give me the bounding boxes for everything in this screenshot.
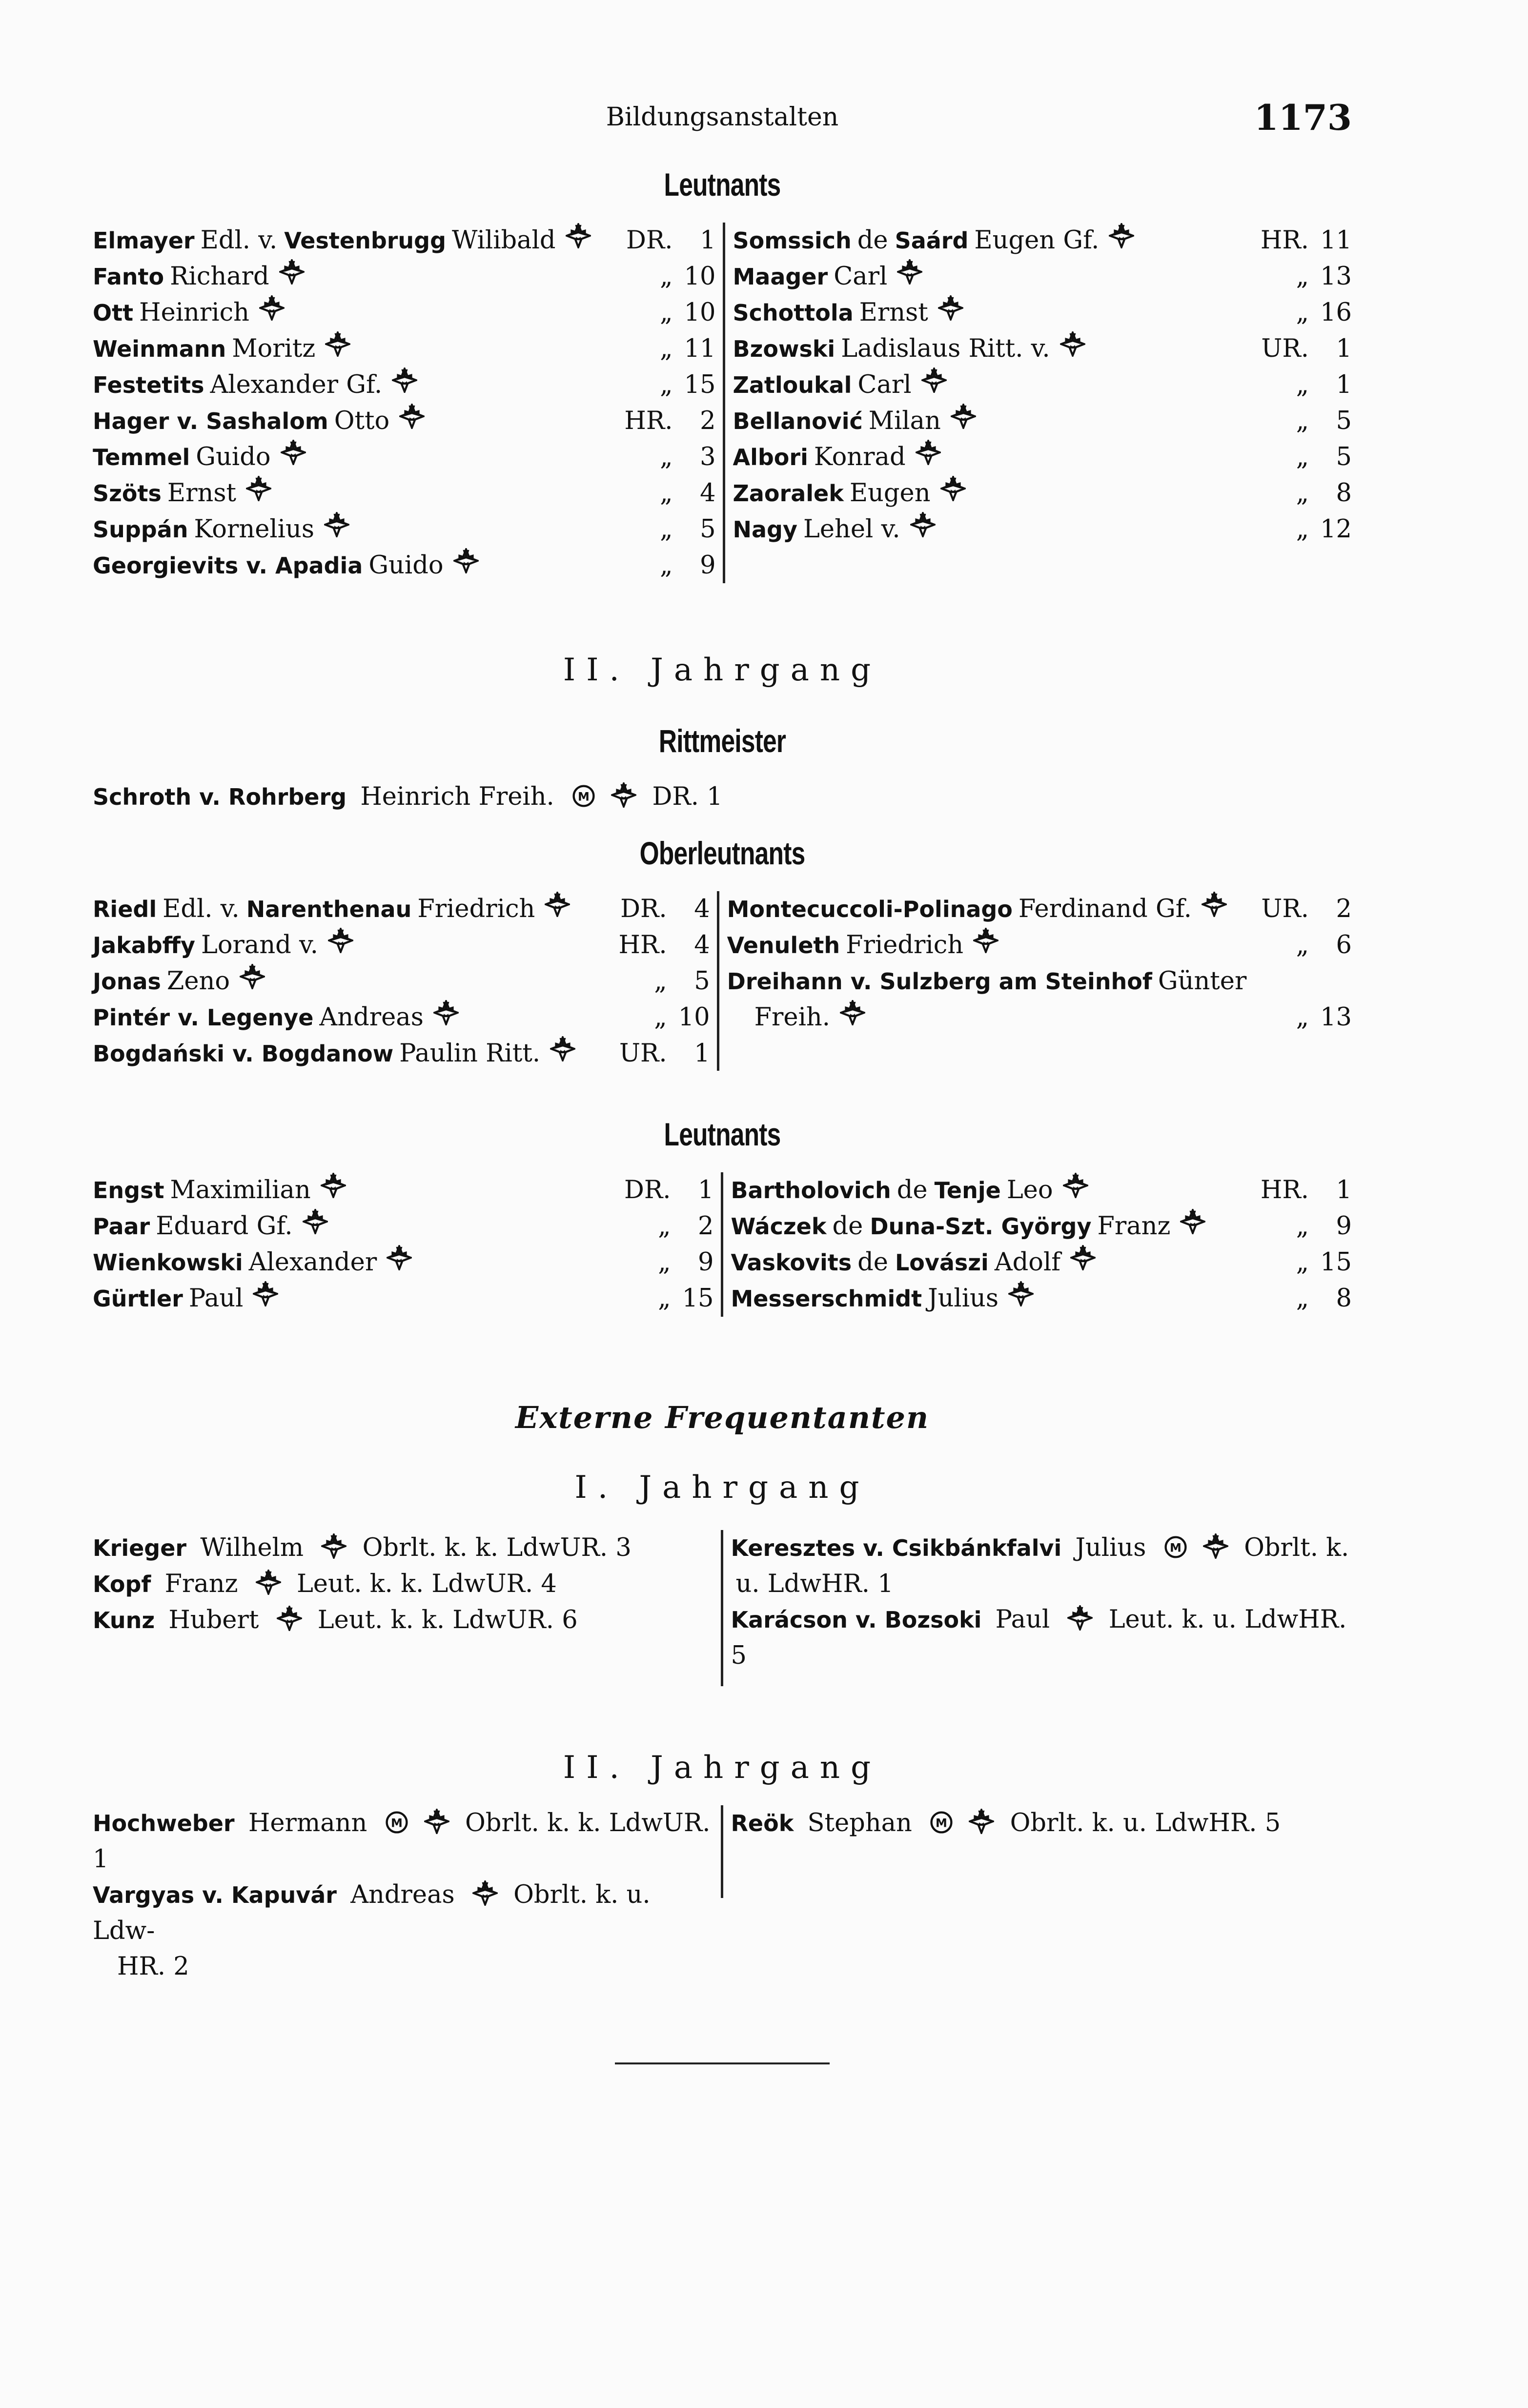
maltese-cross-icon <box>1070 1245 1096 1270</box>
list-item: Montecuccoli-Polinago Ferdinand Gf. UR. 2 <box>727 891 1352 927</box>
list-item: Gürtler Paul „ 15 <box>93 1281 714 1317</box>
list-item: Krieger Wilhelm Obrlt. k. k. LdwUR. 3 <box>93 1533 632 1562</box>
externe-year1-left-column <box>93 1530 721 1638</box>
externe-year1-right-column <box>721 1530 1352 1686</box>
list-item: Dreihann v. Sulzberg am Steinhof Günter <box>727 967 1247 996</box>
maltese-cross-icon <box>392 367 417 393</box>
maltese-cross-icon <box>1109 223 1134 248</box>
list-item: Nagy Lehel v. „ 12 <box>733 511 1352 548</box>
maltese-cross-icon <box>424 1809 449 1834</box>
list-item: Zatloukal Carl „ 1 <box>733 367 1352 403</box>
externe-year2-left-column <box>93 1805 721 1984</box>
list-item: Temmel Guido „ 3 <box>93 439 716 475</box>
maltese-cross-icon <box>321 1533 346 1559</box>
leutnants-left-column <box>93 223 723 584</box>
maltese-cross-icon <box>897 259 922 285</box>
list-item: Jonas Zeno „ 5 <box>93 963 710 1000</box>
running-head <box>93 93 1352 146</box>
oberleutnants-table <box>93 891 1352 1072</box>
leutnants-2-left-column <box>93 1172 721 1317</box>
maltese-cross-icon <box>387 1245 412 1270</box>
list-item: Albori Konrad „ 5 <box>733 439 1352 475</box>
list-item: Messerschmidt Julius „ 8 <box>731 1281 1352 1317</box>
maltese-cross-icon <box>325 331 350 357</box>
maltese-cross-icon <box>1180 1209 1205 1234</box>
maltese-cross-icon <box>916 440 941 465</box>
list-item: Suppán Kornelius „ 5 <box>93 511 716 548</box>
maltese-cross-icon <box>256 1570 281 1595</box>
externe-year2-table <box>93 1805 1352 1984</box>
maltese-cross-icon <box>1202 892 1227 917</box>
maltese-cross-icon <box>1067 1605 1093 1631</box>
maltese-cross-icon <box>1203 1533 1228 1559</box>
maltese-cross-icon <box>453 548 479 573</box>
list-item: Pintér v. Legenye Andreas „ 10 <box>93 1000 710 1036</box>
maltese-cross-icon <box>324 512 349 537</box>
closing-rule <box>615 2062 830 2064</box>
list-item-continued: u. LdwHR. 1 <box>735 1570 894 1598</box>
maltese-cross-icon <box>328 928 353 953</box>
list-item: Fanto Richard „ 10 <box>93 259 716 295</box>
maltese-cross-icon <box>399 404 425 429</box>
maltese-cross-icon <box>246 476 271 501</box>
list-item: Weinmann Moritz „ 11 <box>93 331 716 367</box>
maltese-cross-icon <box>550 1036 575 1061</box>
list-item: Wienkowski Alexander „ 9 <box>93 1245 714 1281</box>
leutnants-table <box>93 223 1352 584</box>
leutnants-heading: Leutnants <box>664 166 781 203</box>
externe-title: Externe Frequentanten <box>515 1400 930 1435</box>
list-item: Maager Carl „ 13 <box>733 259 1352 295</box>
maltese-cross-icon <box>951 404 976 429</box>
list-item: Georgievits v. Apadia Guido „ 9 <box>93 548 716 584</box>
medal-m-icon <box>572 784 595 808</box>
list-item-continued: Freih. „ 13 <box>727 1000 1352 1035</box>
medal-m-icon <box>930 1811 953 1834</box>
maltese-cross-icon <box>472 1880 498 1906</box>
running-title: Bildungsanstalten <box>606 102 839 132</box>
maltese-cross-icon <box>433 1000 459 1025</box>
leutnants-right-column <box>723 223 1352 583</box>
maltese-cross-icon <box>921 367 947 393</box>
maltese-cross-icon <box>940 476 966 501</box>
list-item: Elmayer Edl. v. Vestenbrugg Wilibald DR. 1 <box>93 223 716 259</box>
maltese-cross-icon <box>611 782 636 808</box>
list-item: Hochweber Hermann Obrlt. k. k. LdwUR. 1 <box>93 1809 711 1874</box>
oberleutnants-right-column <box>717 891 1352 1071</box>
list-item: Schottola Ernst „ 16 <box>733 295 1352 331</box>
maltese-cross-icon <box>1063 1173 1088 1198</box>
list-item: Hager v. Sashalom Otto HR. 2 <box>93 403 716 439</box>
list-item: Vargyas v. Kapuvár Andreas Obrlt. k. u. Ldw- <box>93 1880 651 1945</box>
list-item: Jakabffy Lorand v. HR. 4 <box>93 927 710 963</box>
maltese-cross-icon <box>259 295 285 321</box>
medal-m-icon <box>385 1811 408 1834</box>
year-heading: II. Jahrgang <box>563 652 882 688</box>
maltese-cross-icon <box>566 223 591 248</box>
oberleutnants-heading: Oberleutnants <box>639 835 805 871</box>
maltese-cross-icon <box>1060 331 1085 357</box>
maltese-cross-icon <box>253 1281 278 1306</box>
externe-year2-heading: II. Jahrgang <box>563 1750 882 1786</box>
maltese-cross-icon <box>279 259 305 285</box>
list-item: Kunz Hubert Leut. k. k. LdwUR. 6 <box>93 1606 578 1634</box>
maltese-cross-icon <box>303 1209 328 1234</box>
list-item: Szöts Ernst „ 4 <box>93 475 716 511</box>
maltese-cross-icon <box>545 892 570 917</box>
page <box>93 93 1352 2064</box>
maltese-cross-icon <box>281 440 306 465</box>
maltese-cross-icon <box>1008 1281 1034 1306</box>
rittmeister-heading: Rittmeister <box>658 723 786 759</box>
leutnants-2-heading: Leutnants <box>664 1116 781 1152</box>
list-item: Keresztes v. Csikbánkfalvi Julius Obrlt. k. <box>731 1533 1349 1562</box>
oberleutnants-left-column <box>93 891 717 1072</box>
list-item-continued: HR. 2 <box>117 1952 189 1981</box>
maltese-cross-icon <box>840 1000 865 1025</box>
maltese-cross-icon <box>969 1809 994 1834</box>
list-item: Paar Eduard Gf. „ 2 <box>93 1208 714 1245</box>
list-item: Bogdański v. Bogdanow Paulin Ritt. UR. 1 <box>93 1036 710 1072</box>
list-item: Karácson v. Bozsoki Paul Leut. k. u. LdwHR. 5 <box>731 1605 1347 1670</box>
list-item: Zaoralek Eugen „ 8 <box>733 475 1352 511</box>
list-item: Bartholovich de Tenje Leo HR. 1 <box>731 1172 1352 1208</box>
list-item: Riedl Edl. v. Narenthenau Friedrich DR. 4 <box>93 891 710 927</box>
list-item: Schroth v. Rohrberg Heinrich Freih. DR. 1 <box>93 782 723 811</box>
externe-year2-right-column <box>721 1805 1352 1898</box>
list-item: Vaskovits de Lovászi Adolf „ 15 <box>731 1245 1352 1281</box>
list-item: Bellanović Milan „ 5 <box>733 403 1352 439</box>
list-item: Ott Heinrich „ 10 <box>93 295 716 331</box>
list-item: Bzowski Ladislaus Ritt. v. UR. 1 <box>733 331 1352 367</box>
maltese-cross-icon <box>321 1173 346 1198</box>
list-item: Venuleth Friedrich „ 6 <box>727 927 1352 963</box>
externe-year1-heading: I. Jahrgang <box>574 1469 870 1506</box>
page-number: 1173 <box>1254 97 1352 138</box>
medal-m-icon <box>1164 1535 1187 1559</box>
maltese-cross-icon <box>910 512 936 537</box>
maltese-cross-icon <box>973 928 998 953</box>
externe-year1-table <box>93 1530 1352 1686</box>
list-item: Kopf Franz Leut. k. k. LdwUR. 4 <box>93 1570 557 1598</box>
list-item: Engst Maximilian DR. 1 <box>93 1172 714 1208</box>
list-item: Somssich de Saárd Eugen Gf. HR. 11 <box>733 223 1352 259</box>
list-item: Festetits Alexander Gf. „ 15 <box>93 367 716 403</box>
maltese-cross-icon <box>277 1606 302 1631</box>
maltese-cross-icon <box>938 295 963 321</box>
list-item: Wáczek de Duna-Szt. György Franz „ 9 <box>731 1208 1352 1245</box>
leutnants-2-right-column <box>721 1172 1352 1317</box>
list-item: Reök Stephan Obrlt. k. u. LdwHR. 5 <box>731 1809 1281 1837</box>
leutnants-2-table <box>93 1172 1352 1317</box>
maltese-cross-icon <box>240 964 265 989</box>
